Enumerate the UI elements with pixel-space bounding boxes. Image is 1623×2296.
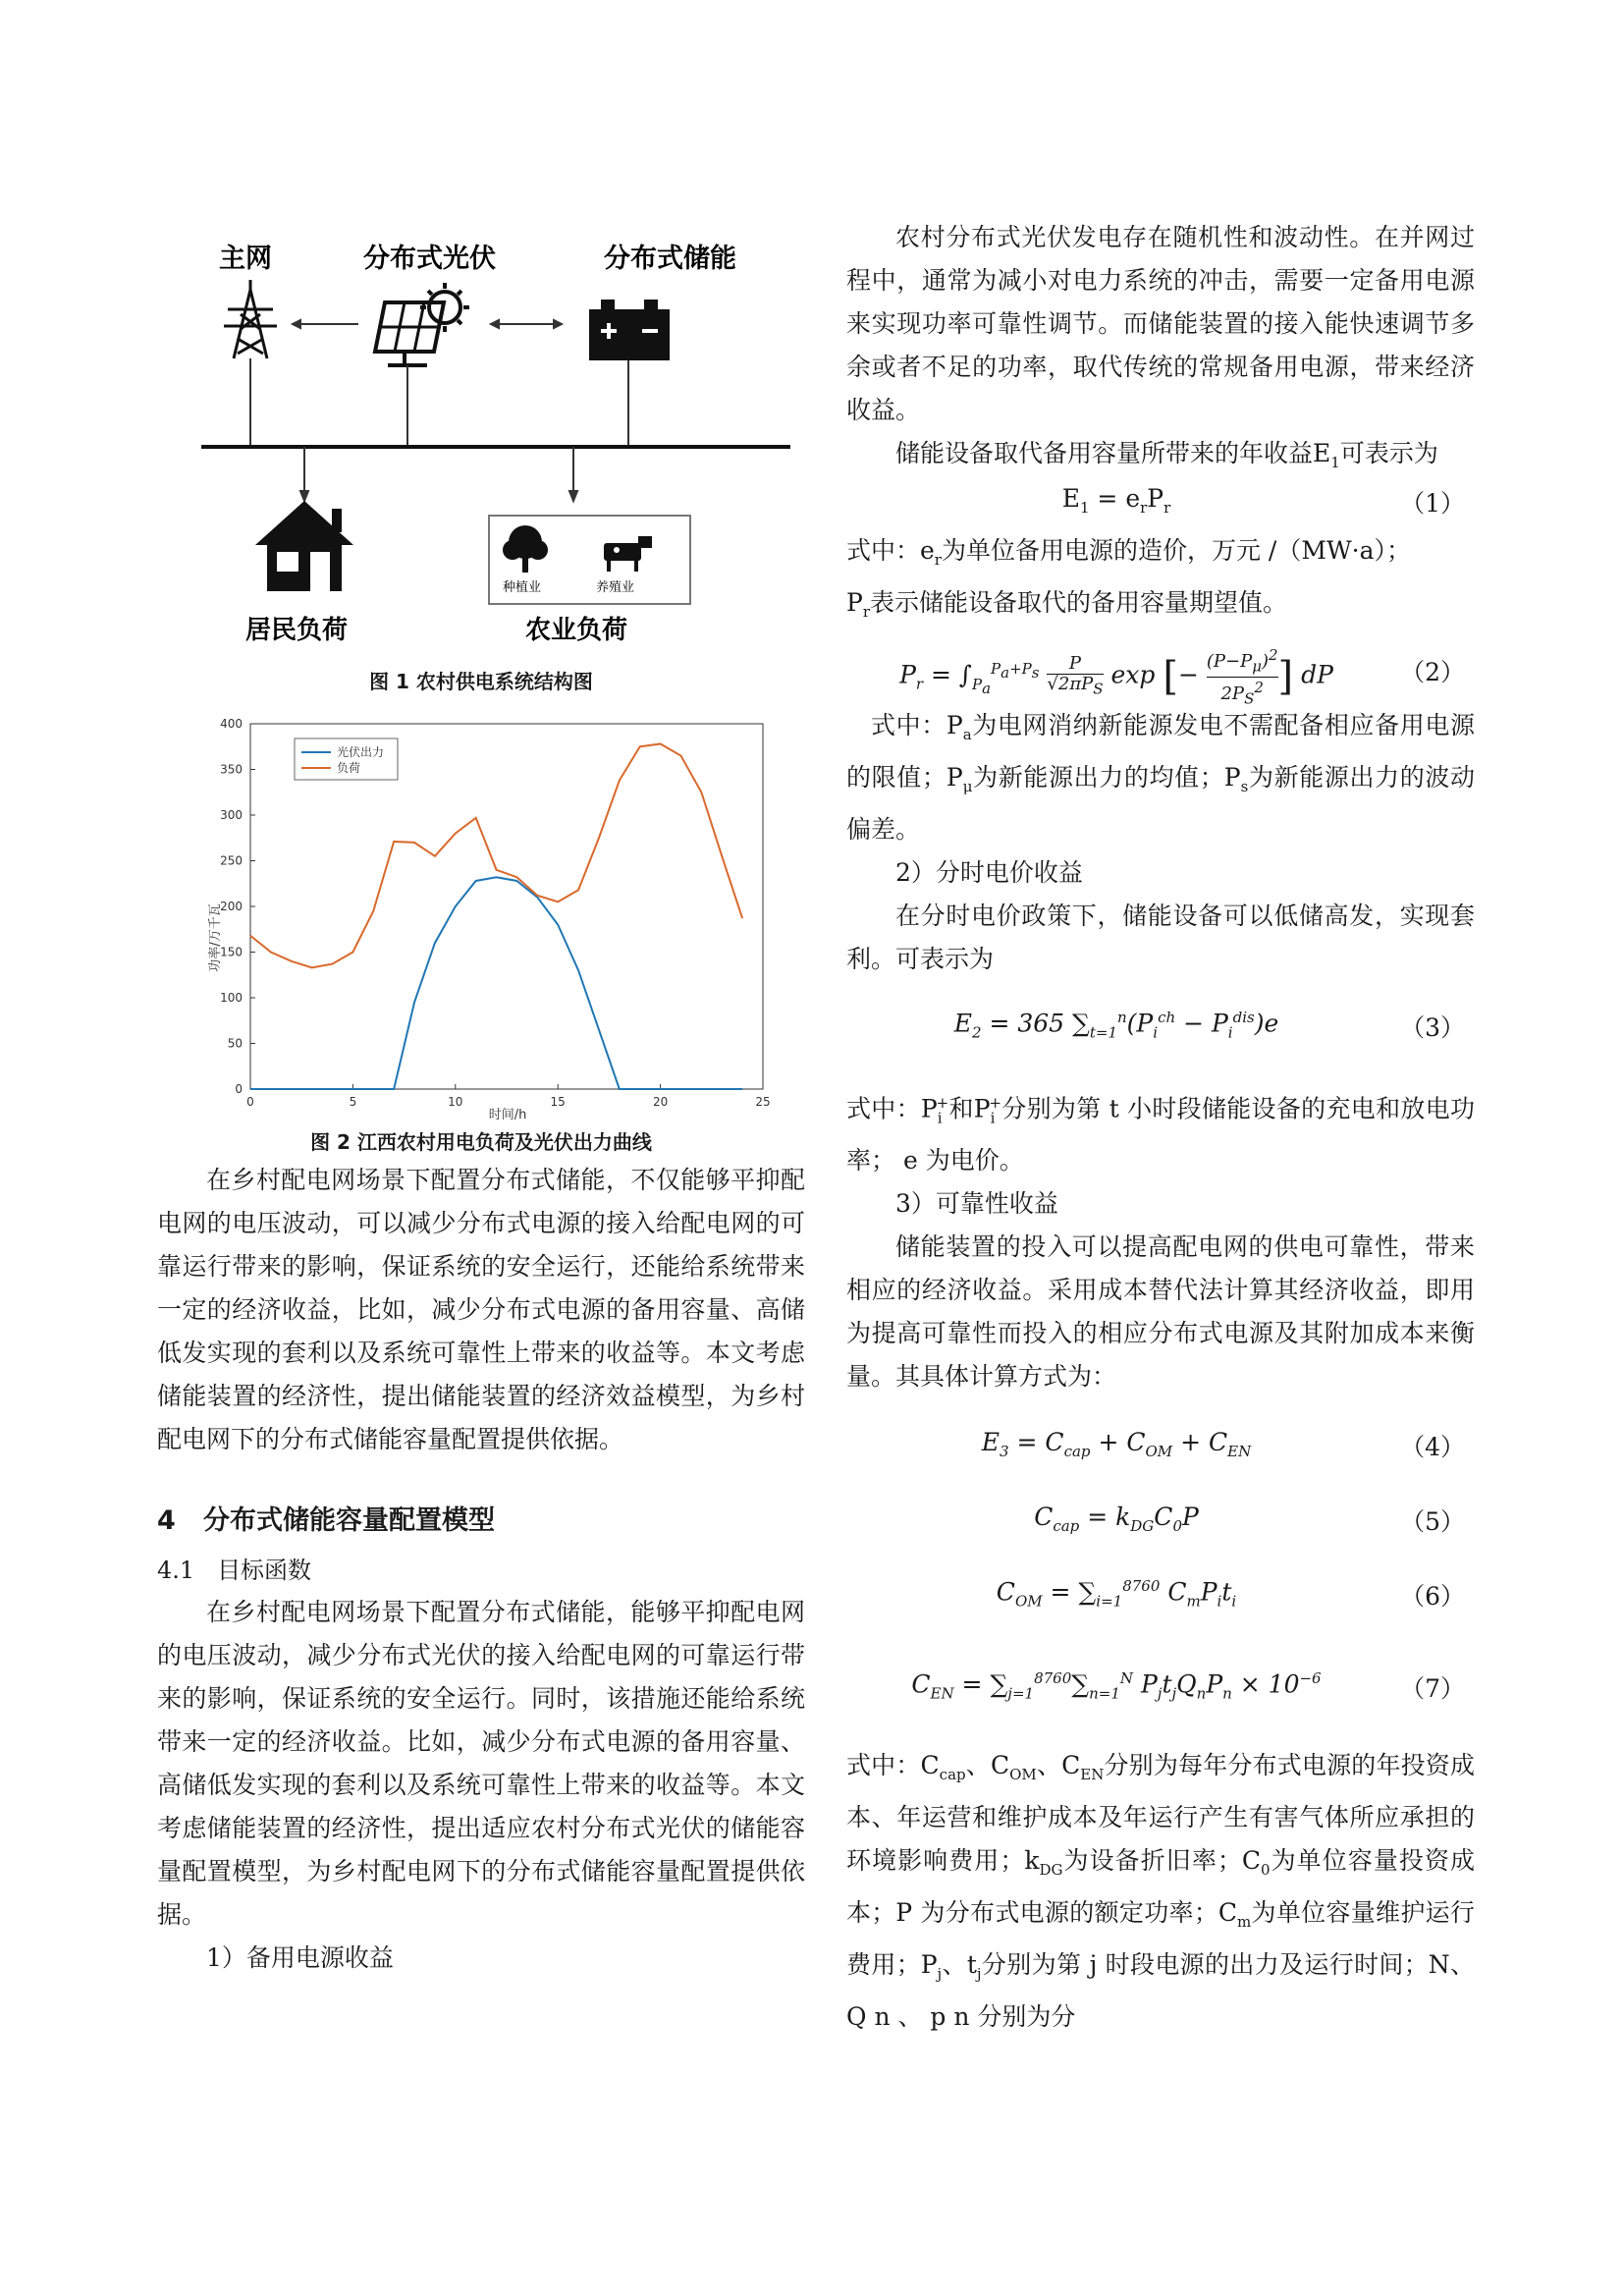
right-paragraph-8: 式中：$C_{cap}$、$C_{OM}$、$C_{EN}$分别为每年分布式电源的年投资成本、年运营和维护成本及年运行产生有害气体所应承担的环境影响费用；$k_{DG}$为设备折旧率；$C_0$为单位容量投资成本；P 为分布式电源的额定功率；$C_m$为单位容量维护运行费用；$P_j$、$t_j$分别为第 j 时段电源的出力及运行时间；N、Q n 、 p n 分别为分: [846, 1751, 1476, 2032]
y-tick-label: 100: [220, 991, 243, 1005]
equation-4: $E_3 = C_{cap} + C_{OM} + C_{EN}$ （4）: [981, 1428, 1465, 1462]
x-tick-label: 5: [349, 1095, 357, 1109]
y-tick-label: 150: [220, 945, 243, 959]
label-grid: 主网: [219, 244, 272, 274]
label-storage: 分布式储能: [604, 244, 736, 274]
left-paragraph-1: 在乡村配电网场景下配置分布式储能，不仅能够平抑配电网的电压波动，可以减少分布式电源的接入给配电网的可靠运行带来的影响，保证系统的安全运行，还能给系统带来一定的经济收益，比如，减少分布式电源的备用容量、高储低发实现的套利以及系统可靠性上带来的收益等。本文考虑储能装置的经济性，提出储能装置的经济效益模型，为乡村配电网下的分布式储能容量配置提供依据。: [157, 1166, 805, 1453]
equation-1: $E_1 = e_rP_r$ （1）: [1061, 484, 1465, 518]
series-line-0: [250, 877, 742, 1089]
right-paragraph-5: 在分时电价政策下，储能设备可以低储高发，实现套利。可表示为: [846, 902, 1475, 973]
y-tick-label: 400: [220, 717, 243, 731]
right-paragraph-1: 农村分布式光伏发电存在随机性和波动性。在并网过程中，通常为减小对电力系统的冲击，需要一定备用电源来实现功率可靠性调节。而储能装置的接入能快速调节多余或者不足的功率，取代传统的常规备用电源，带来经济收益。: [846, 223, 1475, 424]
subsection-heading: [157, 1551, 805, 1585]
section-number: 4: [157, 1505, 176, 1536]
equation-5-number: （5）: [1400, 1507, 1465, 1537]
y-tick-label: 350: [220, 762, 243, 777]
right-column: [846, 216, 1475, 2039]
item-reliability-revenue: 3）可靠性收益: [895, 1189, 1058, 1219]
load-pv-chart: [157, 704, 805, 1126]
legend-label-0: 光伏出力: [337, 745, 385, 759]
x-tick-label: 0: [246, 1095, 254, 1109]
y-tick-label: 0: [235, 1082, 243, 1096]
label-plant: 种植业: [503, 580, 542, 595]
item-tou-revenue: 2）分时电价收益: [895, 858, 1083, 887]
power-system-diagram: [157, 216, 805, 658]
battery-icon: [589, 300, 670, 360]
equation-4-number: （4）: [1400, 1433, 1465, 1462]
house-icon: [255, 501, 353, 591]
label-resident: 居民负荷: [245, 616, 349, 645]
left-column: [157, 216, 805, 1980]
right-paragraph-3: 式中：$e_r$为单位备用电源的造价，万元 /（MW·a）； $P_r$表示储能设备取代的备用容量期望值。: [846, 536, 1411, 621]
y-tick-label: 250: [220, 853, 243, 868]
subsection-number: 4.1: [157, 1557, 195, 1584]
x-tick-label: 20: [652, 1095, 669, 1109]
x-tick-label: 25: [755, 1095, 771, 1109]
label-pv: 分布式光伏: [363, 244, 496, 274]
solar-panel-icon: [375, 283, 469, 365]
section-heading: [157, 1499, 805, 1537]
figure-2: [157, 704, 805, 1126]
equation-3-number: （3）: [1400, 1013, 1465, 1042]
tree-icon: [503, 525, 548, 573]
y-tick-label: 300: [220, 808, 243, 822]
equation-2: $P_r = \int_{P_a}^{P_a+P_s}$ P $√2\pi P_S$ exp [− $\frac{(P-P_\mu)^2}{2P_S^2}$] dP （2）: [899, 646, 1465, 708]
label-agri: 农业负荷: [525, 616, 628, 645]
chart-x-axis-label: 时间/h: [488, 1108, 527, 1122]
y-tick-label: 50: [227, 1036, 243, 1051]
equation-3: $E_2 = 365$ $\sum_{t=1}^n(P_i^{ch} - P_i^{dis})e$ （3）: [953, 1009, 1465, 1042]
y-tick-label: 200: [220, 900, 243, 913]
equation-1-number: （1）: [1400, 489, 1465, 518]
subsection-title: 目标函数: [217, 1557, 312, 1584]
right-paragraph-4: 式中：$P_a$为电网消纳新能源发电不需配备相应备用电源的限值；$P_\mu$为新能源出力的均值；$P_s$为新能源出力的波动偏差。: [846, 711, 1475, 844]
x-tick-label: 10: [448, 1095, 463, 1109]
item-backup-revenue: 1）备用电源收益: [206, 1943, 394, 1972]
legend-label-1: 负荷: [337, 761, 361, 775]
equation-6-number: （6）: [1400, 1582, 1465, 1612]
right-paragraph-2: 储能设备取代备用容量所带来的年收益$E_1$可表示为: [895, 439, 1438, 471]
chart-y-axis-label: 功率/万千瓦: [208, 903, 223, 972]
right-paragraph-7: 储能装置的投入可以提高配电网的供电可靠性，带来相应的经济收益。采用成本替代法计算其经济收益，即用为提高可靠性而投入的相应分布式电源及其附加成本来衡量。其具体计算方式为：: [846, 1232, 1475, 1392]
transmission-tower-icon: [224, 280, 277, 358]
x-tick-label: 15: [550, 1095, 566, 1109]
equation-2-number: （2）: [1400, 658, 1465, 686]
equation-5: $C_{cap} = k_{DG}C_0P$ （5）: [1034, 1503, 1465, 1537]
figure-2-caption: 图 2 江西农村用电负荷及光伏出力曲线: [310, 1130, 652, 1154]
equation-7: $C_{EN} = \sum_{j=1}^{8760}\sum_{n=1}^N$ $P_jt_jQ_nP_n \times 10^{-6}$ （7）: [911, 1669, 1465, 1704]
figure-1-caption: 图 1 农村供电系统结构图: [369, 670, 593, 693]
section-title: 分布式储能容量配置模型: [203, 1505, 495, 1536]
equation-7-number: （7）: [1400, 1674, 1465, 1704]
left-paragraph-2: 在乡村配电网场景下配置分布式储能，能够平抑配电网的电压波动，减少分布式光伏的接入给配电网的可靠运行带来的影响，保证系统的安全运行。同时，该措施还能给系统带来一定的经济收益。比如，减少分布式电源的备用容量、高储低发实现的套利以及系统可靠性上带来的收益等。本文考虑储能装置的经济性，提出适应农村分布式光伏的储能容量配置模型，为乡村配电网下的分布式储能容量配置提供依据。: [157, 1598, 805, 1929]
equation-6: $C_{OM} = \sum_{i=1}^{8760}$ $C_mP_it_i$ （6）: [996, 1577, 1465, 1612]
cow-icon: [604, 536, 652, 572]
right-paragraph-6: 式中：$P_i^+$和$P_i^+$分别为第 t 小时段储能设备的充电和放电功率； e 为电价。: [846, 1094, 1475, 1175]
figure-1: [157, 216, 805, 658]
label-animal: 养殖业: [596, 580, 635, 595]
